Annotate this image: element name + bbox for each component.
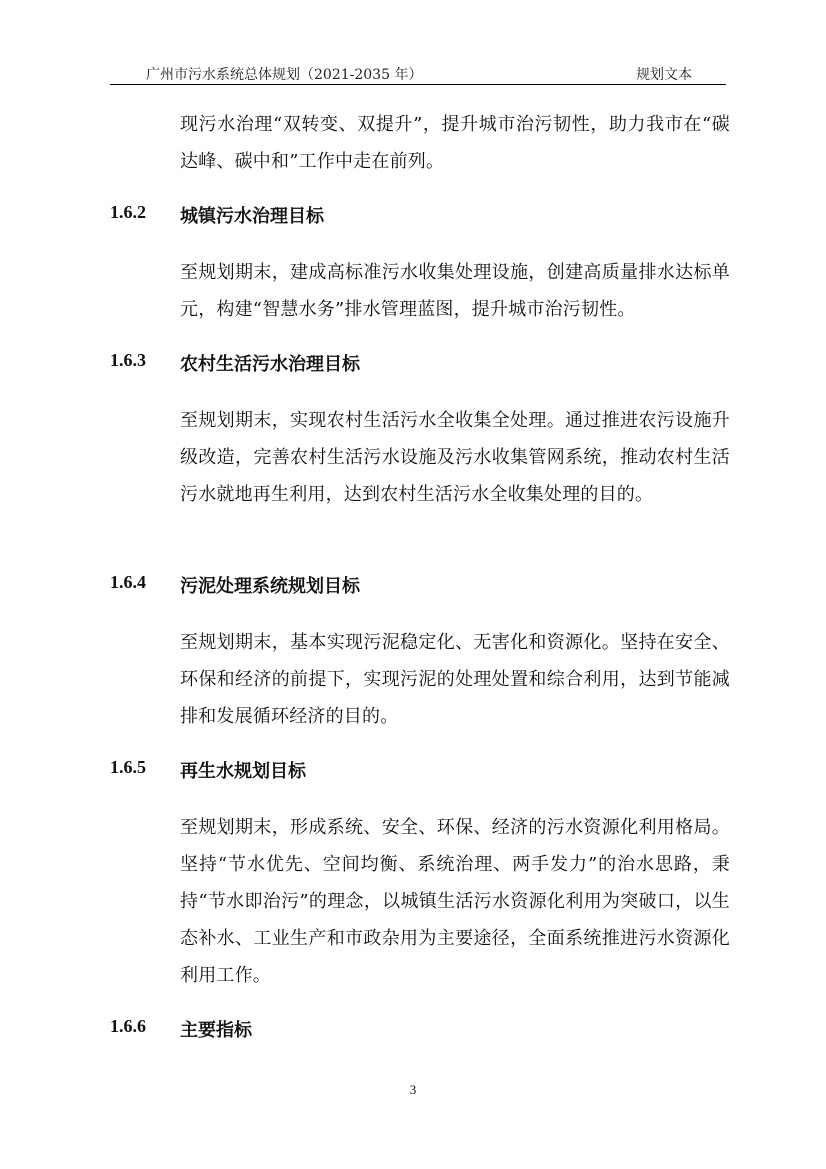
section-number: 1.6.4 [110, 572, 146, 592]
intro-paragraph: 现污水治理“双转变、双提升”，提升城市治污韧性，助力我市在“碳达峰、碳中和”工作中走在前列。 [180, 114, 730, 172]
section-title: 再生水规划目标 [180, 761, 306, 782]
section-heading-1-6-3 [110, 350, 730, 380]
section-number: 1.6.2 [110, 202, 146, 222]
section-title: 主要指标 [180, 1020, 252, 1041]
page-number: 3 [409, 1082, 417, 1097]
section-heading-1-6-4 [110, 572, 730, 602]
section-body-1-6-4: 至规划期末，基本实现污泥稳定化、无害化和资源化。坚持在安全、环保和经济的前提下，实现污泥的处理处置和综合利用，达到节能减排和发展循环经济的目的。 [180, 632, 730, 727]
section-heading-1-6-5 [110, 757, 730, 787]
section-heading-1-6-2 [110, 202, 730, 232]
header-document-type: 规划文本 [636, 67, 692, 83]
section-title: 农村生活污水治理目标 [180, 354, 360, 375]
section-body-1-6-5: 至规划期末，形成系统、安全、环保、经济的污水资源化利用格局。坚持“节水优先、空间均衡、系统治理、两手发力”的治水思路，秉持“节水即治污”的理念，以城镇生活污水资源化利用为突破口，以生态补水、工业生产和市政杂用为主要途径，全面系统推进污水资源化利用工作。 [180, 817, 730, 986]
header-document-title: 广州市污水系统总体规划（2021-2035 年） [146, 67, 423, 83]
section-heading-1-6-6 [110, 1016, 730, 1046]
section-title: 城镇污水治理目标 [180, 206, 324, 227]
section-number: 1.6.6 [110, 1016, 146, 1036]
page-header [110, 62, 726, 85]
section-number: 1.6.3 [110, 350, 146, 370]
section-body-1-6-2: 至规划期末，建成高标准污水收集处理设施，创建高质量排水达标单元，构建“智慧水务”排水管理蓝图，提升城市治污韧性。 [180, 262, 730, 320]
section-number: 1.6.5 [110, 757, 146, 777]
section-title: 污泥处理系统规划目标 [180, 576, 360, 597]
section-body-1-6-3: 至规划期末，实现农村生活污水全收集全处理。通过推进农污设施升级改造，完善农村生活污水设施及污水收集管网系统，推动农村生活污水就地再生利用，达到农村生活污水全收集处理的目的。 [180, 410, 730, 505]
